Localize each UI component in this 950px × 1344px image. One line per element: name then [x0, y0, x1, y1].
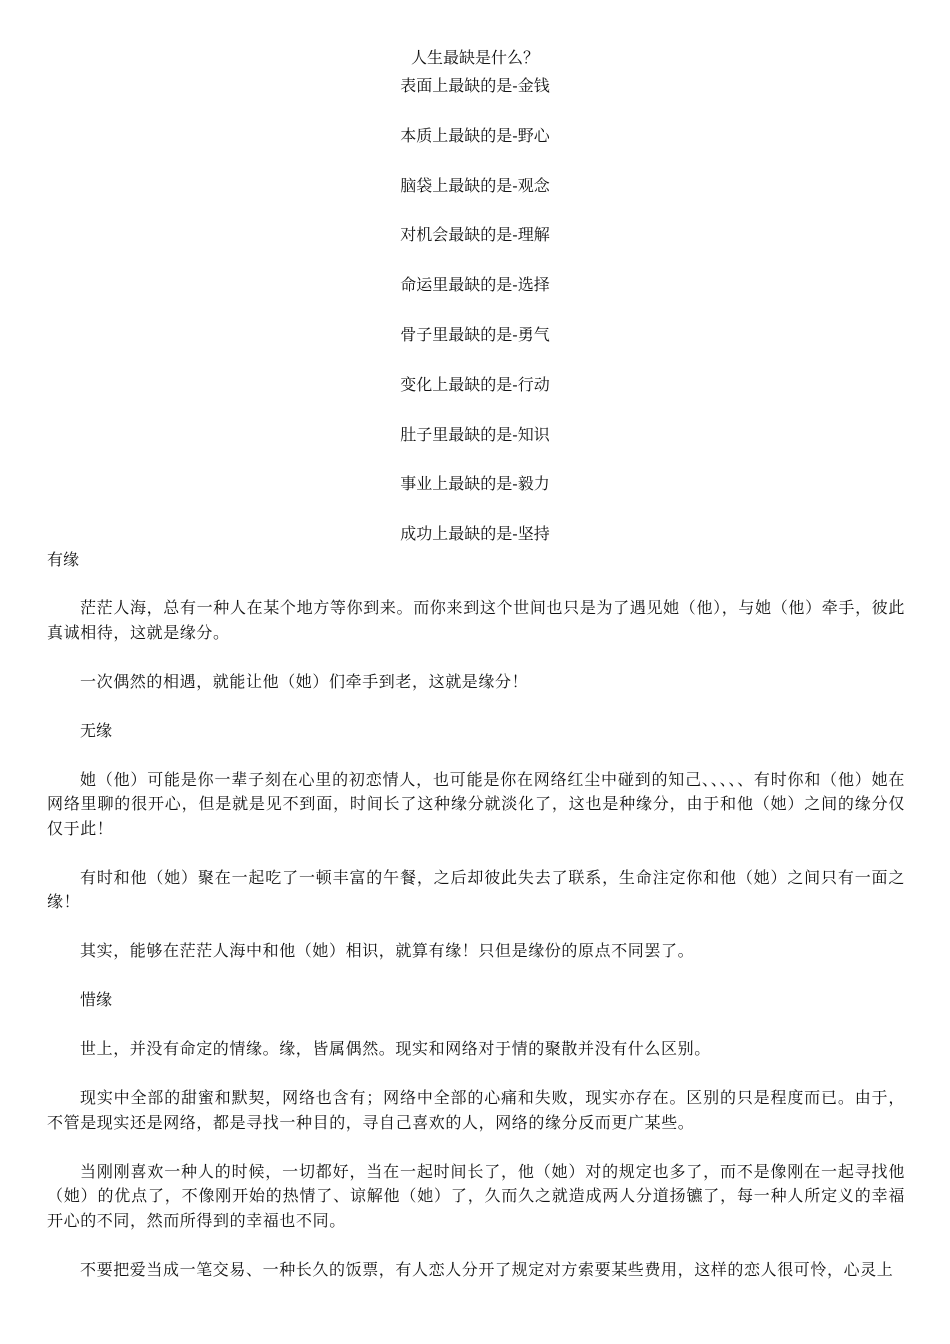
- paragraph: 现实中全部的甜蜜和默契，网络也含有；网络中全部的心痛和失败，现实亦存在。区别的只是程度而已。由于，不管是现实还是网络，都是寻找一种目的，寻自己喜欢的人，网络的缘分反而更广某些。: [47, 1088, 905, 1132]
- paragraph: 其实，能够在茫茫人海中和他（她）相识，就算有缘！只但是缘份的原点不同罢了。: [80, 941, 695, 960]
- section-heading-xiyuan: 惜缘: [80, 990, 113, 1009]
- poem-line: 脑袋上最缺的是-观念: [400, 175, 550, 195]
- paragraph: 世上，并没有命定的情缘。缘，皆属偶然。现实和网络对于情的聚散并没有什么区别。: [80, 1039, 711, 1058]
- poem-title: 人生最缺是什么？: [410, 48, 539, 67]
- paragraph: 一次偶然的相遇，就能让他（她）们牵手到老，这就是缘分！: [80, 671, 529, 691]
- poem-line: 变化上最缺的是-行动: [400, 374, 550, 394]
- poem-line: 成功上最缺的是-坚持: [400, 524, 550, 544]
- paragraph: 有时和他（她）聚在一起吃了一顿丰富的午餐，之后却彼此失去了联系，生命注定你和他（她）之间只有一面之缘！: [47, 867, 905, 911]
- poem-line: 肚子里最缺的是-知识: [400, 424, 550, 444]
- paragraph: 当刚刚喜欢一种人的时候，一切都好，当在一起时间长了，他（她）对的规定也多了，而不是像刚在一起寻找他（她）的优点了，不像刚开始的热情了、谅解他（她）了，久而久之就造成两人分道扬镳了，每一种人所定义的幸福开心的不同，然而所得到的幸福也不同。: [47, 1161, 905, 1230]
- poem-block: [0, 46, 950, 572]
- section-heading-youyuan: 有缘: [47, 550, 80, 569]
- paragraph: 不要把爱当成一笔交易、一种长久的饭票，有人恋人分开了规定对方索要某些费用，这样的恋人很可怜，心灵上: [80, 1259, 894, 1279]
- article-body: [47, 548, 905, 1307]
- poem-line: 事业上最缺的是-毅力: [400, 474, 550, 494]
- poem-line: 命运里最缺的是-选择: [400, 275, 550, 295]
- poem-line: 对机会最缺的是-理解: [400, 225, 550, 245]
- paragraph: 她（他）可能是你一辈子刻在心里的初恋情人，也可能是你在网络红尘中碰到的知己、、、、、有时你和（他）她在网络里聊的很开心，但是就是见不到面，时间长了这种缘分就淡化了，这也是种缘分，由于和他（她）之间的缘分仅仅于此！: [47, 769, 905, 838]
- paragraph: 茫茫人海，总有一种人在某个地方等你到来。而你来到这个世间也只是为了遇见她（他），与她（他）牵手，彼此真诚相待，这就是缘分。: [47, 598, 905, 642]
- poem-line: 本质上最缺的是-野心: [400, 125, 550, 145]
- poem-line: 表面上最缺的是-金钱: [400, 76, 550, 95]
- poem-line: 骨子里最缺的是-勇气: [400, 324, 550, 344]
- section-heading-wuyuan: 无缘: [80, 720, 113, 740]
